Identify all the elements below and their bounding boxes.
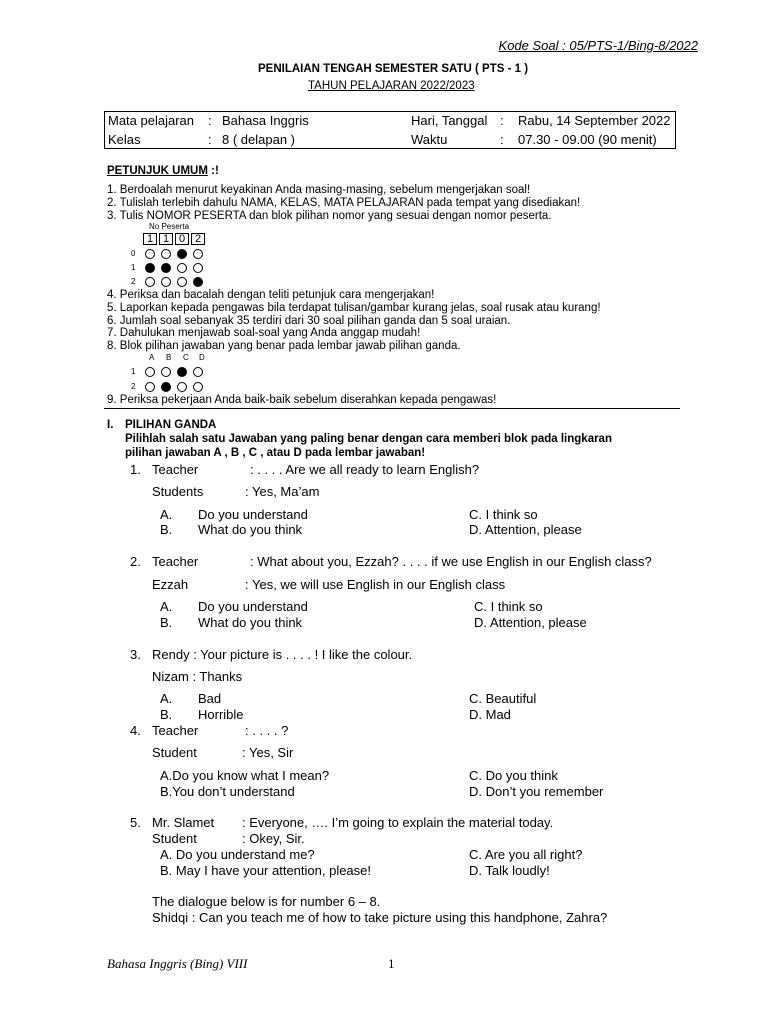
question-number: 5.: [130, 815, 141, 830]
empty-bubble: [193, 263, 203, 273]
subject-sep: :: [208, 113, 212, 128]
empty-bubble: [177, 263, 187, 273]
answer-col-label: A: [149, 353, 155, 362]
speaker: Students: [152, 484, 204, 499]
dialogue-line: Rendy : Your picture is . . . . ! I like the colour.: [152, 647, 413, 662]
subject-label: Mata pelajaran: [108, 113, 194, 128]
question-number: 2.: [130, 554, 141, 569]
option-d: D. Attention, please: [474, 615, 587, 630]
option-d: D. Attention, please: [469, 522, 582, 537]
option-d: D. Mad: [469, 707, 511, 722]
instructions-heading-suffix: :!: [207, 165, 219, 177]
dialogue-line: : Okey, Sir.: [242, 831, 305, 846]
class-value: 8 ( delapan ): [222, 132, 295, 147]
day-sep: :: [500, 113, 504, 128]
answer-col-label: B: [166, 353, 172, 362]
section-instruction: pilihan jawaban A , B , C , atau D pada lembar jawaban!: [125, 447, 426, 459]
option-d: D. Don’t you remember: [469, 784, 604, 799]
option-c: C. I think so: [474, 599, 543, 614]
option-letter: A.: [160, 691, 173, 706]
filled-bubble: [177, 367, 187, 377]
class-label: Kelas: [108, 132, 141, 147]
filled-bubble: [193, 277, 203, 287]
option-letter: B.: [160, 522, 173, 537]
speaker: Student: [152, 831, 197, 846]
empty-bubble: [193, 382, 203, 392]
footer-subject: Bahasa Inggris (Bing) VIII: [107, 956, 248, 971]
section-instruction: Pilihlah salah satu Jawaban yang paling benar dengan cara memberi blok pada lingkaran: [125, 433, 612, 445]
instruction-item: 2. Tulislah terlebih dahulu NAMA, KELAS, MATA PELAJARAN pada tempat yang disediakan!: [107, 197, 581, 209]
instruction-item: 5. Laporkan kepada pengawas bila terdapat tulisan/gambar kurang jelas, soal rusak atau kurang!: [107, 302, 601, 314]
instruction-item: 6. Jumlah soal sebanyak 35 terdiri dari 30 soal pilihan ganda dan 5 soal uraian.: [107, 315, 511, 327]
bubble-row-label: 2: [131, 277, 136, 286]
instruction-item: 3. Tulis NOMOR PESERTA dan blok pilihan nomor yang sesuai dengan nomor peserta.: [107, 210, 552, 222]
bubble-row-label: 0: [131, 249, 136, 258]
passage-line: Shidqi : Can you teach me of how to take picture using this handphone, Zahra?: [152, 910, 608, 925]
option-letter: B.: [160, 615, 173, 630]
dialogue-line: : Everyone, …. I’m going to explain the material today.: [242, 815, 554, 830]
option-a: Bad: [198, 691, 222, 706]
empty-bubble: [177, 277, 187, 287]
option-d: D. Talk loudly!: [469, 863, 550, 878]
day-label: Hari, Tanggal: [411, 113, 488, 128]
section-divider: [104, 408, 680, 409]
speaker: Teacher: [152, 723, 199, 738]
empty-bubble: [161, 277, 171, 287]
passage-intro: The dialogue below is for number 6 – 8.: [152, 894, 381, 909]
filled-bubble: [161, 382, 171, 392]
option-b: B.You don’t understand: [160, 784, 295, 799]
exam-code: Kode Soal : 05/PTS-1/Bing-8/2022: [498, 38, 698, 53]
question-number: 1.: [130, 462, 141, 477]
option-c: C. Do you think: [469, 768, 558, 783]
participant-number-label: No Peserta: [149, 222, 190, 231]
option-b: Horrible: [198, 707, 244, 722]
subject-value: Bahasa Inggris: [222, 113, 309, 128]
participant-digit: 2: [191, 233, 205, 245]
option-c: C. Are you all right?: [469, 847, 583, 862]
dialogue-line: : What about you, Ezzah? . . . . if we use English in our English class?: [250, 554, 652, 569]
speaker: Teacher: [152, 462, 199, 477]
answer-col-label: C: [183, 353, 189, 362]
dialogue-line: : Yes, Ma’am: [245, 484, 320, 499]
answer-row-label: 2: [131, 382, 136, 391]
option-letter: A.: [160, 507, 173, 522]
exam-title: PENILAIAN TENGAH SEMESTER SATU ( PTS - 1 ): [258, 63, 529, 75]
empty-bubble: [145, 249, 155, 259]
instructions-heading-text: PETUNJUK UMUM: [107, 165, 208, 177]
filled-bubble: [161, 263, 171, 273]
section-number: I.: [107, 419, 114, 431]
participant-digit: 1: [159, 233, 173, 245]
speaker: Student: [152, 745, 197, 760]
dialogue-line: : . . . . Are we all ready to learn English?: [250, 462, 480, 477]
instruction-item: 9. Periksa pekerjaan Anda baik-baik sebelum diserahkan kepada pengawas!: [107, 394, 497, 406]
option-b: B. May I have your attention, please!: [160, 863, 372, 878]
instruction-item: 1. Berdoalah menurut keyakinan Anda masing-masing, sebelum mengerjakan soal!: [107, 184, 531, 196]
empty-bubble: [193, 367, 203, 377]
question-number: 3.: [130, 647, 141, 662]
dialogue-line: : Yes, we will use English in our English class: [245, 577, 506, 592]
option-letter: B.: [160, 707, 173, 722]
filled-bubble: [145, 263, 155, 273]
bubble-row-label: 1: [131, 263, 136, 272]
instruction-item: 4. Periksa dan bacalah dengan teliti petunjuk cara mengerjakan!: [107, 289, 435, 301]
day-value: Rabu, 14 September 2022: [518, 113, 671, 128]
empty-bubble: [193, 249, 203, 259]
time-value: 07.30 - 09.00 (90 menit): [518, 132, 657, 147]
option-b: What do you think: [198, 615, 303, 630]
dialogue-line: : Yes, Sir: [242, 745, 294, 760]
speaker: Teacher: [152, 554, 199, 569]
option-a: A.Do you know what I mean?: [160, 768, 330, 783]
empty-bubble: [145, 277, 155, 287]
instruction-item: 8. Blok pilihan jawaban yang benar pada lembar jawab pilihan ganda.: [107, 340, 461, 352]
instruction-item: 7. Dahulukan menjawab soal-soal yang Anda anggap mudah!: [107, 327, 421, 339]
participant-digit: 1: [143, 233, 157, 245]
empty-bubble: [161, 249, 171, 259]
speaker: Ezzah: [152, 577, 189, 592]
exam-year: TAHUN PELAJARAN 2022/2023: [308, 80, 475, 92]
empty-bubble: [161, 367, 171, 377]
answer-col-label: D: [199, 353, 205, 362]
page-number: 1: [388, 956, 395, 971]
option-b: What do you think: [198, 522, 303, 537]
option-a: A. Do you understand me?: [160, 847, 315, 862]
option-letter: A.: [160, 599, 173, 614]
participant-digit: 0: [175, 233, 189, 245]
class-sep: :: [208, 132, 212, 147]
filled-bubble: [177, 249, 187, 259]
dialogue-line: : . . . . ?: [245, 723, 289, 738]
option-a: Do you understand: [198, 599, 308, 614]
empty-bubble: [145, 367, 155, 377]
option-c: C. I think so: [469, 507, 538, 522]
empty-bubble: [145, 382, 155, 392]
option-a: Do you understand: [198, 507, 308, 522]
answer-row-label: 1: [131, 367, 136, 376]
option-c: C. Beautiful: [469, 691, 537, 706]
empty-bubble: [177, 382, 187, 392]
instructions-heading: [107, 165, 219, 177]
time-label: Waktu: [411, 132, 448, 147]
question-number: 4.: [130, 723, 141, 738]
time-sep: :: [500, 132, 504, 147]
dialogue-line: Nizam : Thanks: [152, 669, 243, 684]
speaker: Mr. Slamet: [152, 815, 215, 830]
section-title: PILIHAN GANDA: [125, 419, 217, 431]
